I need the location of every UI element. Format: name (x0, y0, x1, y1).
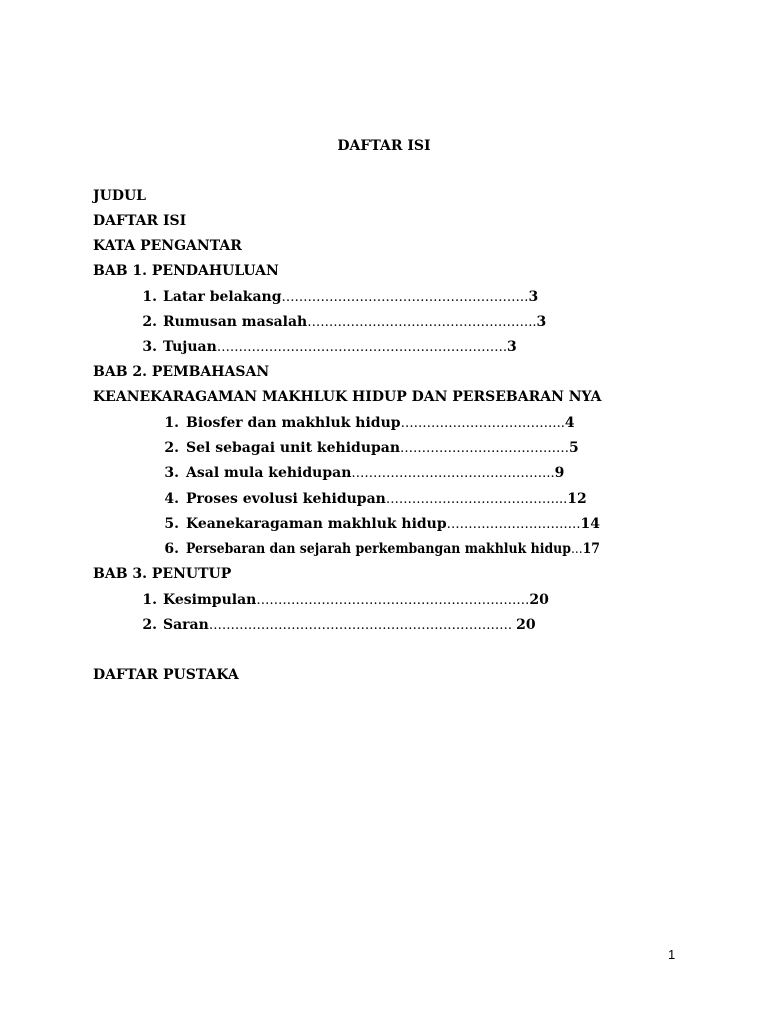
toc-daftar-pustaka: DAFTAR PUSTAKA (93, 667, 239, 683)
toc-bab1-item-3-number: 3. (142, 339, 157, 355)
page-number: 1 (668, 947, 676, 962)
toc-bab1-heading: BAB 1. PENDAHULUAN (93, 263, 279, 279)
toc-bab2-item-4-number: 4. (164, 491, 179, 507)
toc-bab3-item-2-number: 2. (142, 617, 157, 633)
toc-bab2-item-4: Proses evolusi kehidupan…………………………………...12 (186, 491, 587, 507)
toc-bab2-heading: BAB 2. PEMBAHASAN (93, 364, 270, 380)
toc-bab2-item-3: Asal mula kehidupan………………………………………..9 (186, 465, 565, 481)
toc-bab3-heading: BAB 3. PENUTUP (93, 566, 232, 582)
toc-kata-pengantar: KATA PENGANTAR (93, 238, 242, 254)
toc-bab3-item-2: Saran……………………………………………………………. 20 (163, 617, 536, 633)
toc-bab2-item-5-number: 5. (164, 516, 179, 532)
toc-bab2-item-5: Keanekaragaman makhluk hidup………………………….14 (186, 516, 600, 532)
page-title: DAFTAR ISI (337, 138, 431, 154)
toc-bab2-item-6-number: 6. (164, 541, 179, 557)
toc-bab2-item-3-number: 3. (164, 465, 179, 481)
toc-bab2-item-6: Persebaran dan sejarah perkembangan makhluk hidup…17 (186, 541, 600, 557)
toc-bab1-item-1-number: 1. (142, 289, 157, 305)
toc-bab1-item-3: Tujuan………………………………………………………….3 (163, 339, 517, 355)
toc-bab3-item-1-number: 1. (142, 592, 157, 608)
toc-judul: JUDUL (93, 188, 147, 204)
toc-bab2-subheading: KEANEKARAGAMAN MAKHLUK HIDUP DAN PERSEBARAN NYA (93, 389, 602, 405)
toc-daftar-isi: DAFTAR ISI (93, 213, 187, 229)
toc-bab1-item-2-number: 2. (142, 314, 157, 330)
toc-bab3-item-1: Kesimpulan………………………………………………………20 (163, 592, 549, 608)
toc-bab2-item-1-number: 1. (164, 415, 179, 431)
toc-bab2-item-2: Sel sebagai unit kehidupan…………………………………5 (186, 440, 579, 456)
toc-bab1-item-1: Latar belakang…………………………………………………3 (163, 289, 539, 305)
toc-bab1-item-2: Rumusan masalah……………………………………………..3 (163, 314, 547, 330)
toc-bab2-item-1: Biosfer dan makhluk hidup………………………………..4 (186, 415, 575, 431)
toc-bab2-item-2-number: 2. (164, 440, 179, 456)
